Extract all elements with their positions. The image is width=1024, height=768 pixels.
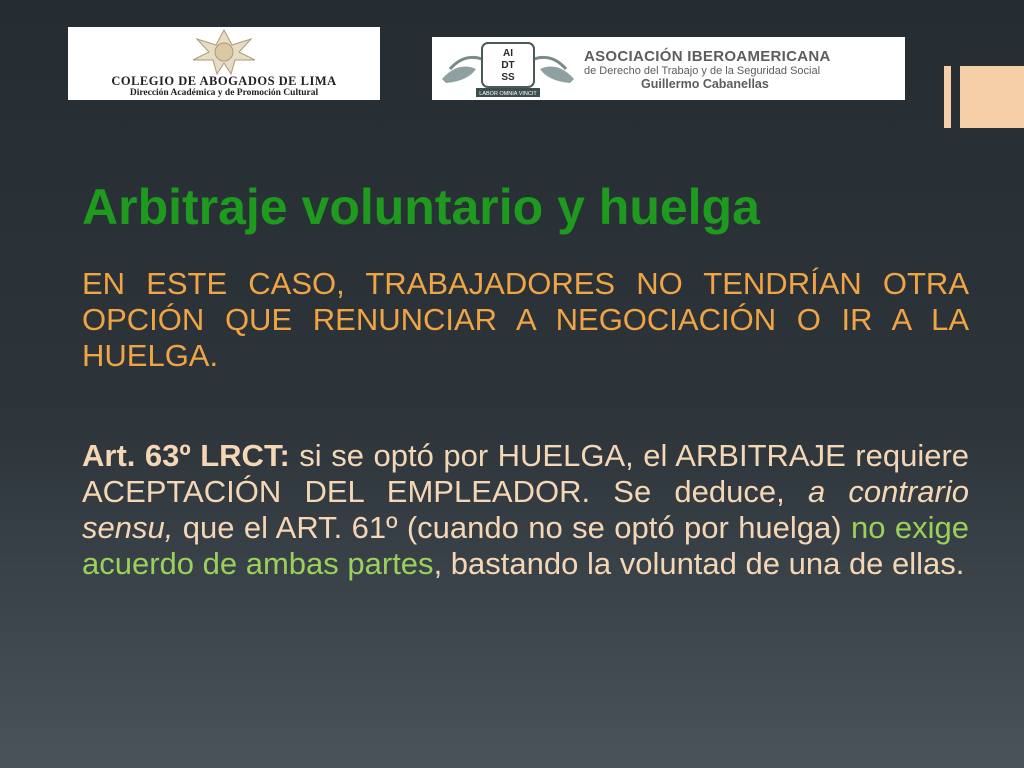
accent-bar-wide: [960, 66, 1024, 128]
article-reference: Art. 63º LRCT:: [82, 438, 290, 473]
emblem-line-2: DT: [501, 60, 515, 71]
colegio-subtitle: Dirección Académica y de Promoción Cultural: [129, 88, 319, 98]
asociacion-subtitle: de Derecho del Trabajo y de la Seguridad Social: [584, 65, 821, 77]
emblem-motto: LABOR OMNIA VINCIT: [479, 91, 537, 97]
accent-bar-thin: [944, 66, 951, 128]
paragraph-articulo: [82, 438, 969, 582]
highlight-text: no exige acuerdo de ambas partes: [82, 510, 969, 581]
asociacion-person: Guillermo Cabanellas: [641, 77, 769, 91]
star-emblem-icon: [159, 29, 289, 75]
colegio-name: COLEGIO DE ABOGADOS DE LIMA: [111, 74, 337, 88]
para2-text-3: , bastando la voluntad de una de ellas.: [433, 546, 965, 581]
slide-title: Arbitraje voluntario y huelga: [82, 179, 760, 235]
latin-phrase: a contrario sensu,: [82, 474, 969, 545]
emblem-line-1: AI: [503, 48, 513, 59]
paragraph-caso: EN ESTE CASO, TRABAJADORES NO TENDRÍAN OTRA OPCIÓN QUE RENUNCIAR A NEGOCIACIÓN O IR A LA HUELGA.: [82, 266, 969, 373]
asociacion-text: [584, 49, 902, 91]
colegio-abogados-logo: [68, 27, 380, 100]
para2-text-1: si se optó por HUELGA, el ARBITRAJE requiere ACEPTACIÓN DEL EMPLEADOR. Se deduce,: [82, 438, 970, 509]
asociacion-name: ASOCIACIÓN IBEROAMERICANA: [584, 48, 831, 65]
aidtss-emblem-icon: [438, 39, 578, 98]
asociacion-iberoamericana-logo: [432, 37, 905, 100]
para2-text-2: que el ART. 61º (cuando no se optó por huelga): [173, 510, 851, 545]
emblem-line-3: SS: [501, 72, 515, 83]
